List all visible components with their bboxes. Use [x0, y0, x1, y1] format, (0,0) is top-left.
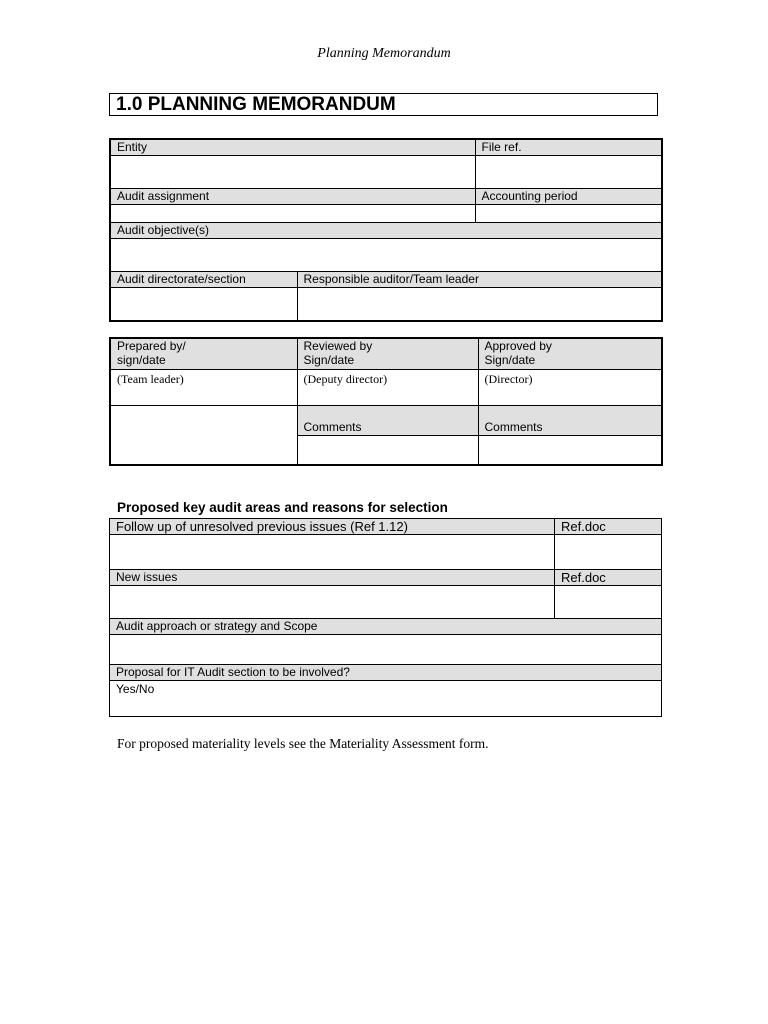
key-areas-heading: Proposed key audit areas and reasons for selection — [117, 500, 448, 515]
accounting-period-label: Accounting period — [475, 189, 662, 205]
ref-doc-field-1[interactable] — [555, 535, 662, 570]
audit-approach-label: Audit approach or strategy and Scope — [110, 619, 662, 635]
ref-doc-field-2[interactable] — [555, 586, 662, 619]
team-leader-cell[interactable]: (Team leader) — [110, 369, 297, 405]
follow-up-label: Follow up of unresolved previous issues (Ref 1.12) — [110, 519, 555, 535]
comments-approved-field[interactable] — [478, 435, 662, 465]
responsible-auditor-label: Responsible auditor/Team leader — [297, 272, 662, 288]
new-issues-field[interactable] — [110, 586, 555, 619]
prepared-by-line1: Prepared by/ — [117, 339, 186, 353]
approved-by-line1: Approved by — [484, 339, 552, 353]
reviewed-by-line1: Reviewed by — [303, 339, 373, 353]
it-proposal-label: Proposal for IT Audit section to be involved? — [110, 665, 662, 681]
comments-reviewed-field[interactable] — [297, 435, 478, 465]
signoff-table — [109, 337, 663, 466]
ref-doc-label-2: Ref.doc — [555, 570, 662, 586]
entity-field[interactable] — [110, 156, 475, 189]
entity-label: Entity — [110, 139, 475, 156]
audit-assignment-label: Audit assignment — [110, 189, 475, 205]
audit-assignment-field[interactable] — [110, 205, 475, 223]
page-title: 1.0 PLANNING MEMORANDUM — [109, 93, 658, 116]
running-header: Planning Memorandum — [317, 46, 451, 61]
director-cell[interactable]: (Director) — [478, 369, 662, 405]
deputy-director-cell[interactable]: (Deputy director) — [297, 369, 478, 405]
new-issues-label: New issues — [110, 570, 555, 586]
audit-approach-field[interactable] — [110, 635, 662, 665]
approved-by-line2: Sign/date — [484, 353, 536, 367]
prepared-by-line2: sign/date — [117, 353, 166, 367]
comments-approved-label: Comments — [478, 405, 662, 435]
comments-reviewed-label: Comments — [297, 405, 478, 435]
audit-objectives-field[interactable] — [110, 239, 662, 272]
responsible-auditor-field[interactable] — [297, 288, 662, 321]
reviewed-by-label — [297, 338, 478, 369]
info-table — [109, 138, 663, 322]
prepared-by-label — [110, 338, 297, 369]
audit-directorate-label: Audit directorate/section — [110, 272, 297, 288]
key-areas-table — [109, 518, 662, 717]
file-ref-field[interactable] — [475, 156, 662, 189]
yes-no-field[interactable]: Yes/No — [110, 681, 662, 717]
materiality-footnote: For proposed materiality levels see the Materiality Assessment form. — [117, 736, 489, 751]
approved-by-label — [478, 338, 662, 369]
follow-up-field[interactable] — [110, 535, 555, 570]
file-ref-label: File ref. — [475, 139, 662, 156]
audit-objectives-label: Audit objective(s) — [110, 223, 662, 239]
prepared-signature-field[interactable] — [110, 405, 297, 465]
ref-doc-label-1: Ref.doc — [555, 519, 662, 535]
accounting-period-field[interactable] — [475, 205, 662, 223]
audit-directorate-field[interactable] — [110, 288, 297, 321]
reviewed-by-line2: Sign/date — [303, 353, 355, 367]
